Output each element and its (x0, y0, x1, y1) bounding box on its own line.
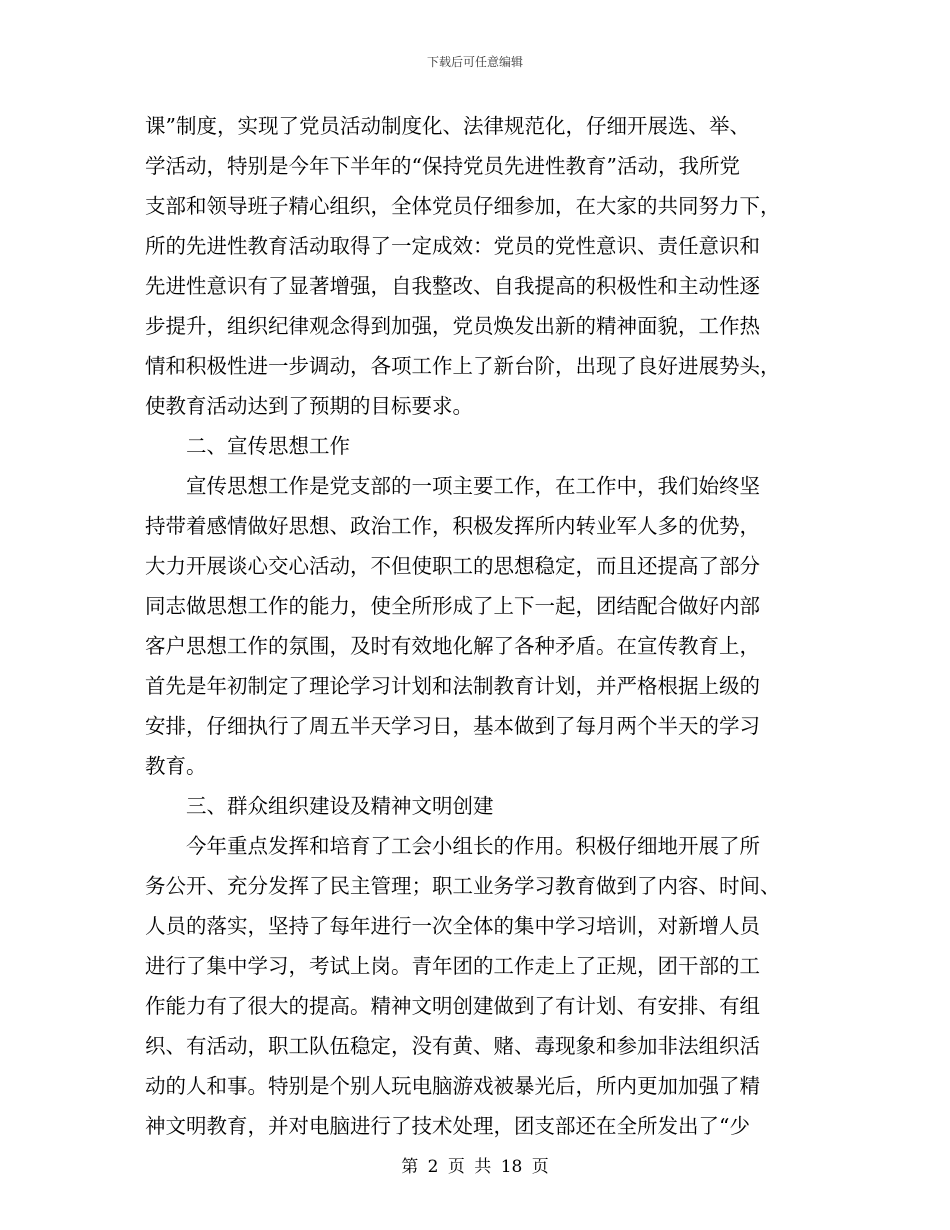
text-line: 同志做思想工作的能力，使全所形成了上下一起，团结配合做好内部 (145, 594, 760, 618)
document-body (145, 106, 810, 1146)
text-line: 人员的落实，坚持了每年进行一次全体的集中学习培训，对新增人员 (145, 914, 760, 938)
text-line: 步提升，组织纪律观念得到加强，党员焕发出新的精神面貌，工作热 (145, 314, 760, 338)
page-header: 下载后可任意编辑 (426, 55, 523, 69)
text-line: 作能力有了很大的提高。精神文明创建做到了有计划、有安排、有组 (145, 994, 760, 1018)
text-line: 首先是年初制定了理论学习计划和法制教育计划，并严格根据上级的 (145, 674, 760, 698)
text-line: 持带着感情做好思想、政治工作，积极发挥所内转业军人多的优势， (145, 514, 760, 538)
text-line: 务公开、充分发挥了民主管理；职工业务学习教育做到了内容、时间、 (145, 874, 781, 898)
text-line: 所的先进性教育活动取得了一定成效：党员的党性意识、责任意识和 (145, 234, 760, 258)
text-line: 支部和领导班子精心组织，全体党员仔细参加，在大家的共同努力下， (145, 194, 781, 218)
text-line: 织、有活动，职工队伍稳定，没有黄、赌、毒现象和参加非法组织活 (145, 1034, 760, 1058)
text-line: 先进性意识有了显著增强，自我整改、自我提高的积极性和主动性逐 (145, 274, 760, 298)
text-line: 教育。 (145, 754, 207, 778)
text-line: 安排，仔细执行了周五半天学习日，基本做到了每月两个半天的学习 (145, 714, 760, 738)
section-heading: 三、群众组织建设及精神文明创建 (145, 794, 494, 818)
text-line: 课”制度，实现了党员活动制度化、法律规范化，仔细开展选、举、 (145, 114, 750, 138)
text-line: 今年重点发挥和培育了工会小组长的作用。积极仔细地开展了所 (145, 834, 760, 858)
text-line: 使教育活动达到了预期的目标要求。 (145, 394, 473, 418)
section-heading: 二、宣传思想工作 (145, 434, 350, 458)
text-line: 学活动，特别是今年下半年的“保持党员先进性教育”活动，我所党 (145, 154, 740, 178)
text-line: 进行了集中学习，考试上岗。青年团的工作走上了正规，团干部的工 (145, 954, 760, 978)
text-line: 情和积极性进一步调动，各项工作上了新台阶，出现了良好进展势头， (145, 354, 781, 378)
page-footer: 第 2 页 共 18 页 (401, 1157, 549, 1177)
text-line: 动的人和事。特别是个别人玩电脑游戏被暴光后，所内更加加强了精 (145, 1074, 760, 1098)
text-line: 神文明教育，并对电脑进行了技术处理，团支部还在全所发出了“少 (145, 1114, 750, 1138)
text-line: 宣传思想工作是党支部的一项主要工作，在工作中，我们始终坚 (145, 474, 760, 498)
text-line: 大力开展谈心交心活动，不但使职工的思想稳定，而且还提高了部分 (145, 554, 760, 578)
text-line: 客户思想工作的氛围，及时有效地化解了各种矛盾。在宣传教育上， (145, 634, 760, 658)
